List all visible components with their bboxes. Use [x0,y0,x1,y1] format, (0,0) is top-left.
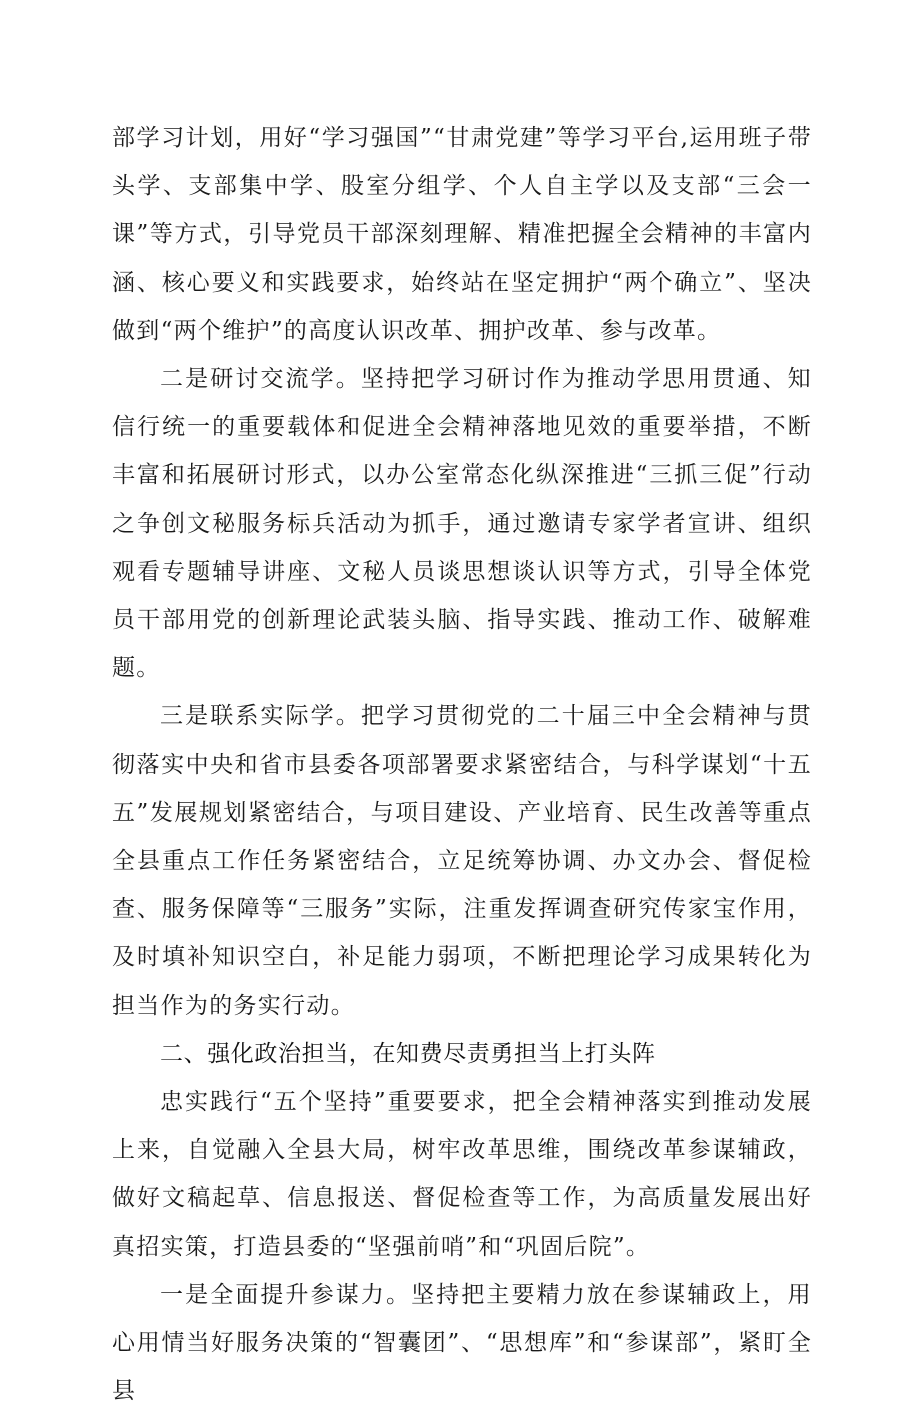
document-body [112,114,812,1415]
paragraph-advisory-capacity: 一是全面提升参谋力。坚持把主要精力放在参谋辅政上，用心用情当好服务决策的“智囊团”、“思想库”和“参谋部”，紧盯全县 [112,1281,812,1405]
paragraph-study-plan: 部学习计划，用好“学习强国”“甘肃党建”等学习平台,运用班子带头学、支部集中学、股室分组学、个人自主学以及支部“三会一课”等方式，引导党员干部深刻理解、精准把握全会精神的丰富内涵、核心要义和实践要求，始终站在坚定拥护“两个确立”、坚决做到“两个维护”的高度认识改革、拥护改革、参与改革。 [112,125,812,344]
paragraph-practical-study: 三是联系实际学。把学习贯彻党的二十届三中全会精神与贯彻落实中央和省市县委各项部署要求紧密结合，与科学谋划“十五五”发展规划紧密结合，与项目建设、产业培育、民生改善等重点全县重点工作任务紧密结合，立足统筹协调、办文办会、督促检查、服务保障等“三服务”实际，注重发挥调查研究传家宝作用，及时填补知识空白，补足能力弱项，不断把理论学习成果转化为担当作为的务实行动。 [112,703,812,1019]
section-heading: 二、强化政治担当，在知费尽责勇担当上打头阵 [160,1040,656,1067]
paragraph-five-persistences: 忠实践行“五个坚持”重要要求，把全会精神落实到推动发展上来，自觉融入全县大局，树牢改革思维，围绕改革参谋辅政，做好文稿起草、信息报送、督促检查等工作，为高质量发展出好真招实策，打造县委的“坚强前哨”和“巩固后院”。 [112,1089,812,1260]
paragraph-discussion-study: 二是研讨交流学。坚持把学习研讨作为推动学思用贯通、知信行统一的重要载体和促进全会精神落地见效的重要举措，不断丰富和拓展研讨形式，以办公室常态化纵深推进“三抓三促”行动之争创文秘服务标兵活动为抓手，通过邀请专家学者宣讲、组织观看专题辅导讲座、文秘人员谈思想谈认识等方式，引导全体党员干部用党的创新理论武装头脑、指导实践、推动工作、破解难题。 [112,366,812,682]
